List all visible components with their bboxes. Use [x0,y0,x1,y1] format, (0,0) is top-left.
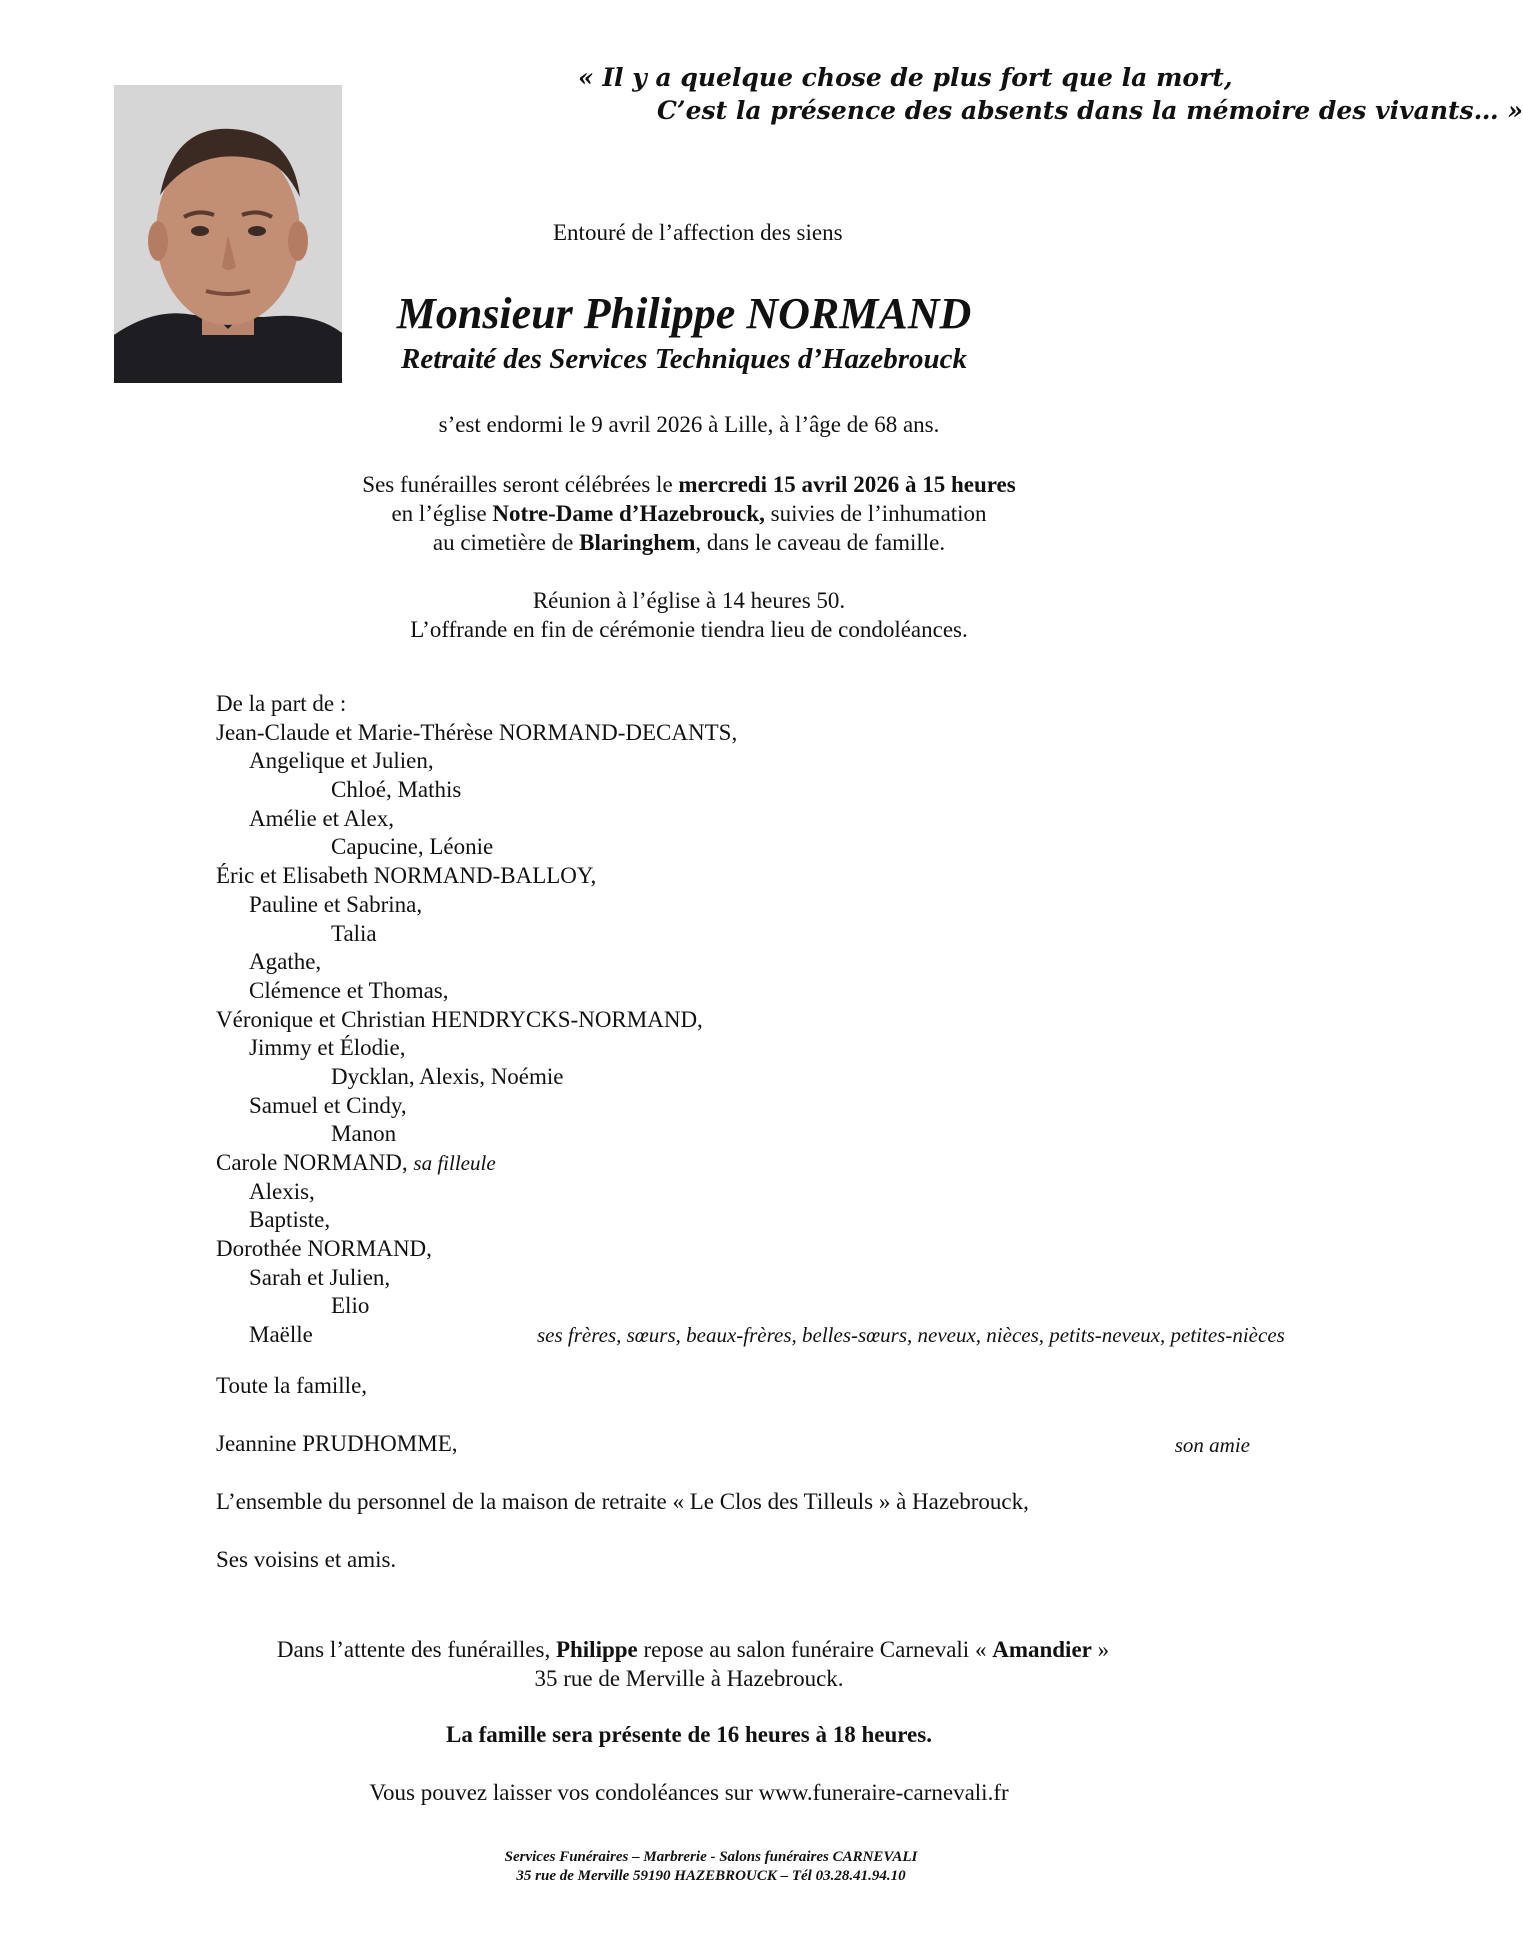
list-item: Agathe, [249,949,322,975]
list-item: Dorothée NORMAND, [216,1236,432,1262]
presence-line: La famille sera présente de 16 heures à 18 heures. [446,1722,932,1747]
rest-line-2: 35 rue de Merville à Hazebrouck. [534,1666,844,1691]
quote-line-1: « Il y a quelque chose de plus fort que la mort, [578,63,1233,92]
funeral-date: mercredi 15 avril 2026 à 15 heures [678,472,1016,497]
family-list [216,690,1285,1350]
intro-text: Entouré de l’affection des siens [553,220,843,245]
relations-note: ses frères, sœurs, beaux-frères, belles-sœurs, neveux, nièces, petits-neveux, petites-nièces [537,1323,1285,1348]
meeting-line-1: Réunion à l’église à 14 heures 50. [532,588,846,613]
friend-name: Jeannine PRUDHOMME, [216,1431,458,1456]
list-item: Sarah et Julien, [249,1264,391,1290]
meeting-line-2: L’offrande en fin de cérémonie tiendra lieu de condoléances. [410,617,968,642]
funeral-text: , dans le caveau de famille. [695,530,946,555]
church-name: Notre-Dame d’Hazebrouck, [492,501,765,526]
staff-line: L’ensemble du personnel de la maison de retraite « Le Clos des Tilleuls » à Hazebrouck, [216,1489,1029,1514]
whole-family: Toute la famille, [216,1373,368,1398]
death-notice: s’est endormi le 9 avril 2026 à Lille, à l’âge de 68 ans. [438,412,940,437]
rest-first-name: Philippe [555,1637,638,1662]
list-item: Clémence et Thomas, [249,977,449,1003]
list-item: Elio [331,1293,370,1319]
deceased-title: Retraité des Services Techniques d’Hazebrouck [401,343,967,375]
condolences-line: Vous pouvez laisser vos condoléances sur www.funeraire-carnevali.fr [369,1780,1009,1805]
funeral-line-1 [0,470,1378,499]
list-item [216,1149,1256,1178]
list-item: Dycklan, Alexis, Noémie [331,1063,564,1089]
list-item: Baptiste, [249,1207,331,1233]
goddaughter-note: sa filleule [413,1151,496,1175]
list-item: Talia [331,920,377,946]
deceased-name: Monsieur Philippe NORMAND [396,289,972,338]
list-item: Chloé, Mathis [331,777,462,803]
funeral-text: au cimetière de [432,530,580,555]
footer-line-1: Services Funéraires – Marbrerie - Salons funéraires CARNEVALI [504,1849,918,1865]
funeral-line-2 [0,499,1378,528]
family-header: De la part de : [216,691,347,716]
friend-note: son amie [1174,1433,1250,1457]
neighbours-line: Ses voisins et amis. [216,1547,397,1572]
rest-line-1 [4,1635,1382,1664]
list-item: Alexis, [249,1178,315,1204]
quote-line-2: C’est la présence des absents dans la mémoire des vivants… » [657,96,1523,125]
list-item: Angelique et Julien, [249,748,434,774]
salon-name: Amandier [992,1637,1092,1662]
funeral-text: Ses funérailles seront célébrées le [362,472,679,497]
list-item: Capucine, Léonie [331,834,494,860]
family-name: Maëlle [249,1322,313,1348]
list-item: Amélie et Alex, [249,805,394,831]
funeral-text: en l’église [391,501,493,526]
list-item: Véronique et Christian HENDRYCKS-NORMAND, [216,1006,703,1032]
list-item: Pauline et Sabrina, [249,891,423,917]
list-item: Éric et Elisabeth NORMAND-BALLOY, [216,863,597,889]
rest-text: Dans l’attente des funérailles, [276,1637,556,1662]
list-item: Samuel et Cindy, [249,1092,407,1118]
rest-text: » [1091,1637,1110,1662]
family-name: Carole NORMAND, [216,1150,414,1175]
list-item [216,1321,1285,1350]
list-item: Manon [331,1121,397,1147]
funeral-text: suivies de l’inhumation [764,501,987,526]
rest-text: repose au salon funéraire Carnevali « [637,1637,993,1662]
list-item: Jimmy et Élodie, [249,1035,406,1061]
cemetery-name: Blaringhem [579,530,696,555]
funeral-line-3 [0,528,1378,557]
footer-line-2: 35 rue de Merville 59190 HAZEBROUCK – Tél 03.28.41.94.10 [516,1868,906,1884]
list-item: Jean-Claude et Marie-Thérèse NORMAND-DECANTS, [216,719,738,745]
